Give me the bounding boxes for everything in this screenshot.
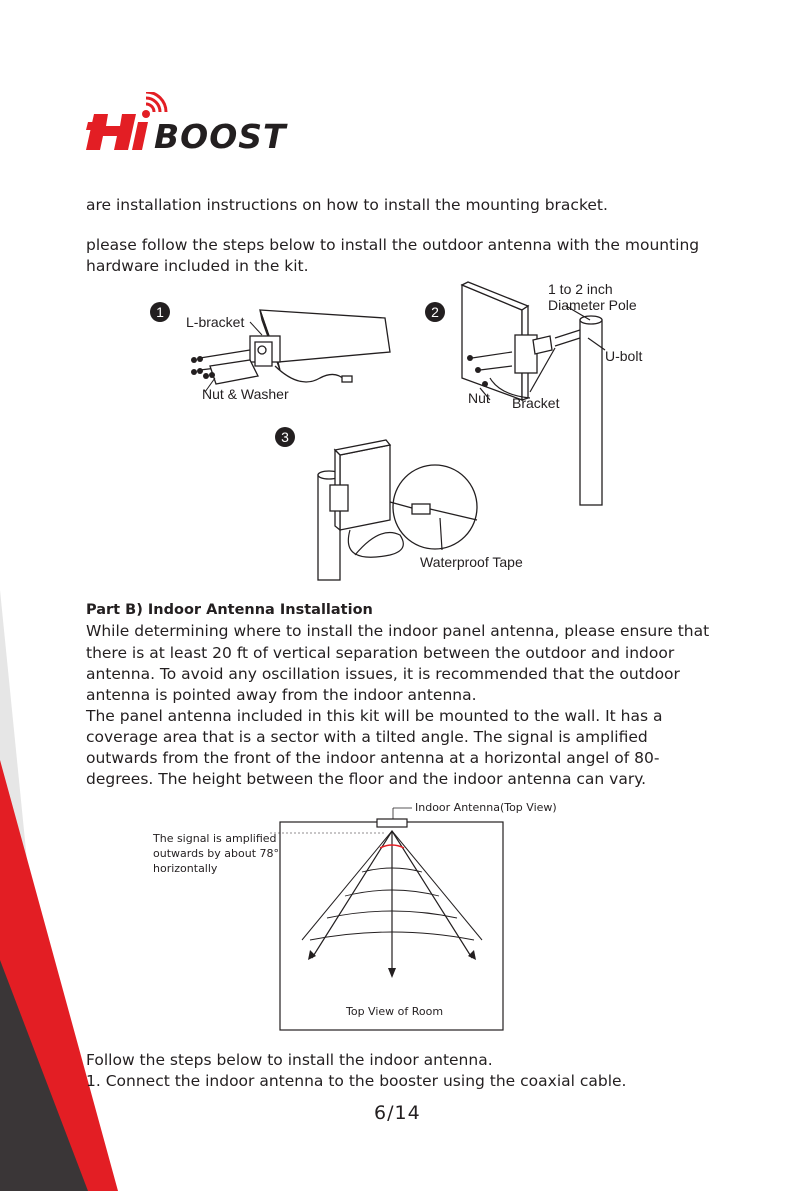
part-b-line-1: While determining where to install the indoor panel antenna, please ensure that bbox=[86, 622, 710, 640]
signal-note-line-2: outwards by about 78° bbox=[153, 847, 280, 860]
part-b-heading: Part B) Indoor Antenna Installation bbox=[86, 602, 373, 618]
u-bolt-label: U-bolt bbox=[605, 348, 643, 364]
step-1-badge: 1 bbox=[150, 302, 170, 322]
part-b-line-3: antenna. To avoid any oscillation issues, it is recommended that the outdoor bbox=[86, 665, 680, 683]
part-b-line-8: degrees. The height between the floor and the indoor antenna can vary. bbox=[86, 770, 647, 788]
bracket-label: Bracket bbox=[512, 395, 560, 411]
part-b-line-5: The panel antenna included in this kit will be mounted to the wall. It has a bbox=[86, 707, 663, 725]
step-3-badge: 3 bbox=[275, 427, 295, 447]
part-b-line-6: coverage area that is a sector with a tilted angle. The signal is amplified bbox=[86, 728, 648, 746]
intro-line-2b: hardware included in the kit. bbox=[86, 257, 309, 275]
pole-label-a: 1 to 2 inch bbox=[548, 281, 613, 297]
nut-washer-label: Nut & Washer bbox=[202, 386, 289, 402]
svg-text:BOOST: BOOST bbox=[154, 117, 287, 154]
l-bracket-label: L-bracket bbox=[186, 314, 245, 330]
part-b-line-2: there is at least 20 ft of vertical separation between the outdoor and indoor bbox=[86, 644, 675, 662]
signal-note-line-1: The signal is amplified bbox=[153, 832, 277, 845]
page-number: 6/14 bbox=[374, 1102, 421, 1124]
room-diagram bbox=[150, 798, 570, 1034]
brand-logo bbox=[86, 92, 316, 154]
step-2-badge: 2 bbox=[425, 302, 445, 322]
part-b-line-7: outwards from the front of the indoor antenna at a horizontal angel of 80- bbox=[86, 749, 660, 767]
step-1-text: 1. Connect the indoor antenna to the booster using the coaxial cable. bbox=[86, 1072, 627, 1090]
room-label: Top View of Room bbox=[346, 1005, 444, 1018]
intro-line-1: are installation instructions on how to install the mounting bracket. bbox=[86, 196, 608, 214]
indoor-antenna-label: Indoor Antenna(Top View) bbox=[415, 801, 557, 814]
steps-intro: Follow the steps below to install the indoor antenna. bbox=[86, 1051, 493, 1069]
outdoor-mount-figure bbox=[150, 280, 670, 585]
nut-label: Nut bbox=[468, 390, 490, 406]
intro-line-2a: please follow the steps below to install the outdoor antenna with the mounting bbox=[86, 236, 700, 254]
waterproof-tape-label: Waterproof Tape bbox=[420, 554, 523, 570]
signal-note-line-3: horizontally bbox=[153, 862, 218, 875]
pole-label-b: Diameter Pole bbox=[548, 297, 637, 313]
part-b-line-4: antenna is pointed away from the indoor antenna. bbox=[86, 686, 477, 704]
